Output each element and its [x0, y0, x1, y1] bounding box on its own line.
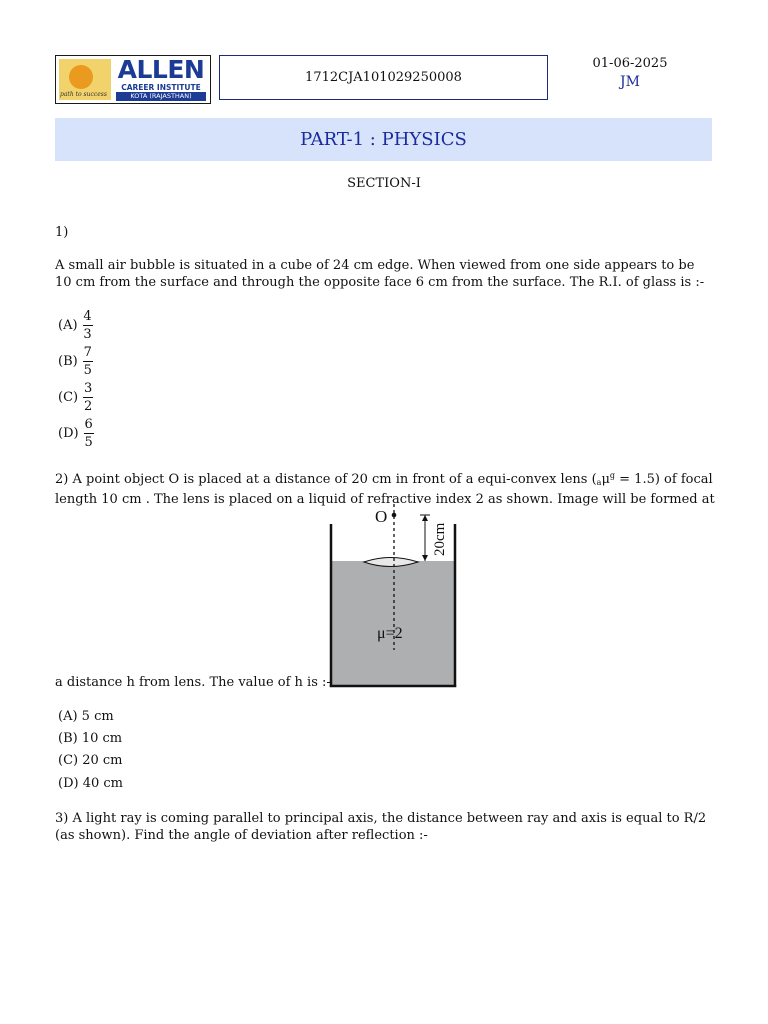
part-title-bar [55, 118, 712, 161]
liquid-label: μ=2 [377, 625, 403, 642]
question-2-option-a[interactable]: (A) 5 cm [58, 709, 114, 724]
numerator: 4 [83, 309, 92, 324]
mu-subscript: a [596, 478, 602, 487]
fraction [84, 417, 94, 450]
option-label: (A) [58, 318, 78, 333]
question-1-number: 1) [55, 225, 69, 240]
stream-label: JM [620, 74, 640, 90]
question-1-option-b[interactable] [58, 345, 93, 378]
question-1-text: A small air bubble is situated in a cube of 24 cm edge. When viewed from one side appears to be 10 cm from the surface and through the opposite face 6 cm from the surface. The R.I. of glass is :- [55, 258, 705, 290]
logo-city: KOTA (RAJASTHAN) [116, 92, 206, 101]
denominator: 5 [83, 363, 92, 378]
numerator: 3 [83, 381, 93, 396]
question-2-option-d[interactable]: (D) 40 cm [58, 776, 123, 791]
test-date: 01-06-2025 [592, 56, 668, 71]
question-1-option-a[interactable] [58, 309, 93, 342]
fraction [83, 345, 93, 378]
fraction [83, 309, 93, 342]
object-label: O [375, 507, 388, 526]
liquid-fill [331, 561, 455, 685]
question-2-text-mid: = 1.5) of focal length 10 cm . The lens is placed on a liquid of refractive index 2 as shown. Image will be formed at [55, 472, 715, 507]
question-2-text-start: 2) A point object O is placed at a distance of 20 cm in front of a equi-convex lens ( [55, 472, 597, 487]
distance-label: 20cm [432, 522, 448, 556]
question-2-option-c[interactable]: (C) 20 cm [58, 753, 123, 768]
numerator: 6 [84, 417, 93, 432]
question-2-text-end: a distance h from lens. The value of h is :- [55, 675, 331, 690]
option-label: (B) [58, 354, 78, 369]
mu-symbol: μ [601, 472, 610, 487]
logo-brand: ALLEN [117, 55, 205, 84]
allen-logo [55, 55, 211, 104]
fraction [83, 381, 93, 414]
lens-liquid-diagram [326, 502, 460, 688]
option-label: (C) [58, 390, 79, 405]
test-code-box [219, 55, 548, 100]
question-1-option-d[interactable] [58, 417, 94, 450]
question-1-option-c[interactable] [58, 381, 93, 414]
section-title: SECTION-I [347, 176, 421, 191]
question-3-text: 3) A light ray is coming parallel to principal axis, the distance between ray and axis is equal to R/2 (as shown). Find the angle of deviation after reflection :- [55, 811, 707, 843]
logo-tagline: path to success [60, 91, 107, 98]
logo-subtitle: CAREER INSTITUTE [121, 83, 201, 92]
object-point [392, 513, 397, 518]
question-2-option-b[interactable]: (B) 10 cm [58, 731, 123, 746]
numerator: 7 [83, 345, 92, 360]
denominator: 5 [84, 435, 93, 450]
part-title: PART-1 : PHYSICS [300, 129, 467, 150]
test-code: 1712CJA101029250008 [305, 70, 462, 85]
denominator: 2 [83, 399, 93, 414]
mu-superscript: g [609, 471, 616, 480]
denominator: 3 [83, 327, 92, 342]
option-label: (D) [58, 426, 79, 441]
logo-emblem-icon [59, 59, 111, 100]
